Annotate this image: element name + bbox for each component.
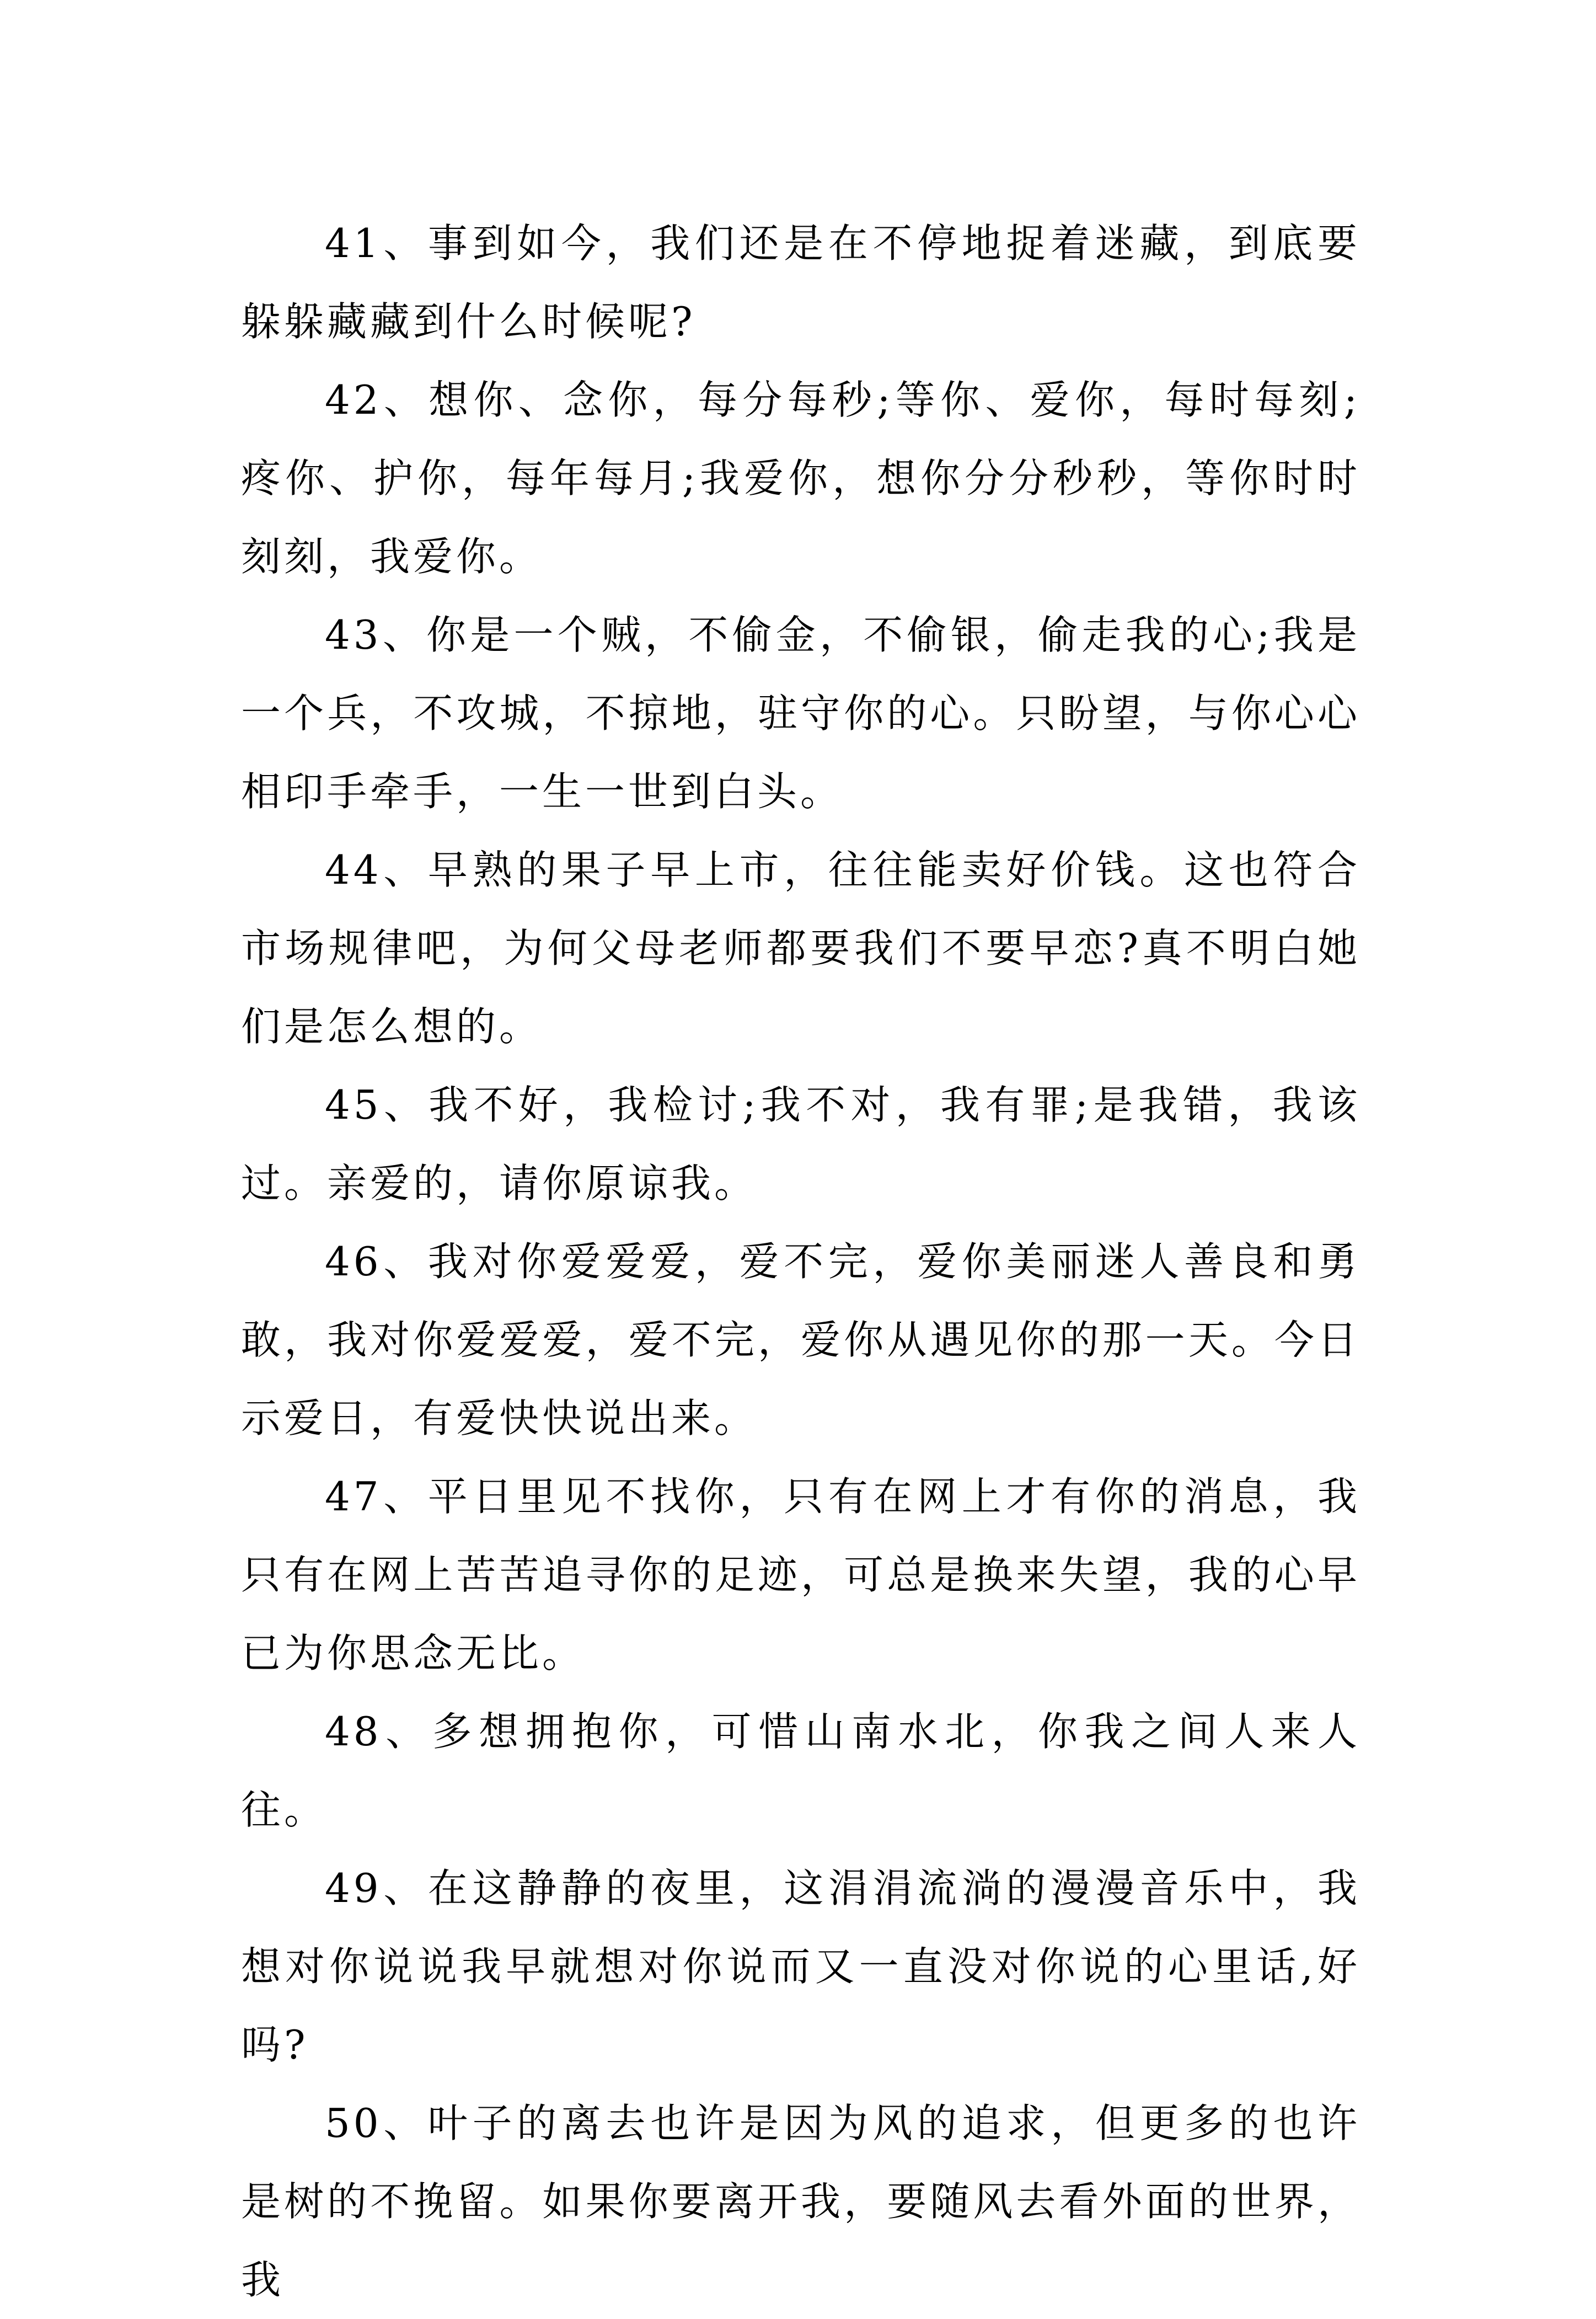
paragraph-44: 44、早熟的果子早上市，往往能卖好价钱。这也符合市场规律吧，为何父母老师都要我们不要早恋?真不明白她们是怎么想的。 [241, 847, 1361, 1050]
paragraph-50: 50、叶子的离去也许是因为风的追求，但更多的也许是树的不挽留。如果你要离开我，要随风去看外面的世界，我 [241, 2100, 1361, 2303]
paragraph-43: 43、你是一个贼，不偷金，不偷银，偷走我的心;我是一个兵，不攻城，不掠地，驻守你的心。只盼望，与你心心相印手牵手，一生一世到白头。 [241, 612, 1361, 815]
paragraph-48: 48、多想拥抱你，可惜山南水北，你我之间人来人往。 [241, 1708, 1361, 1833]
paragraph-41: 41、事到如今，我们还是在不停地捉着迷藏，到底要躲躲藏藏到什么时候呢? [241, 220, 1361, 345]
paragraph-47: 47、平日里见不找你，只有在网上才有你的消息，我只有在网上苦苦追寻你的足迹，可总是换来失望，我的心早已为你思念无比。 [241, 1473, 1361, 1676]
document-body [241, 204, 1361, 2319]
paragraph-46: 46、我对你爱爱爱，爱不完，爱你美丽迷人善良和勇敢，我对你爱爱爱，爱不完，爱你从遇见你的那一天。今日示爱日，有爱快快说出来。 [241, 1238, 1361, 1441]
paragraph-42: 42、想你、念你，每分每秒;等你、爱你，每时每刻;疼你、护你，每年每月;我爱你，想你分分秒秒，等你时时刻刻，我爱你。 [241, 377, 1361, 580]
paragraph-45: 45、我不好，我检讨;我不对，我有罪;是我错，我该过。亲爱的，请你原谅我。 [241, 1082, 1361, 1206]
paragraph-49: 49、在这静静的夜里，这涓涓流淌的漫漫音乐中，我想对你说说我早就想对你说而又一直没对你说的心里话,好吗? [241, 1865, 1361, 2068]
